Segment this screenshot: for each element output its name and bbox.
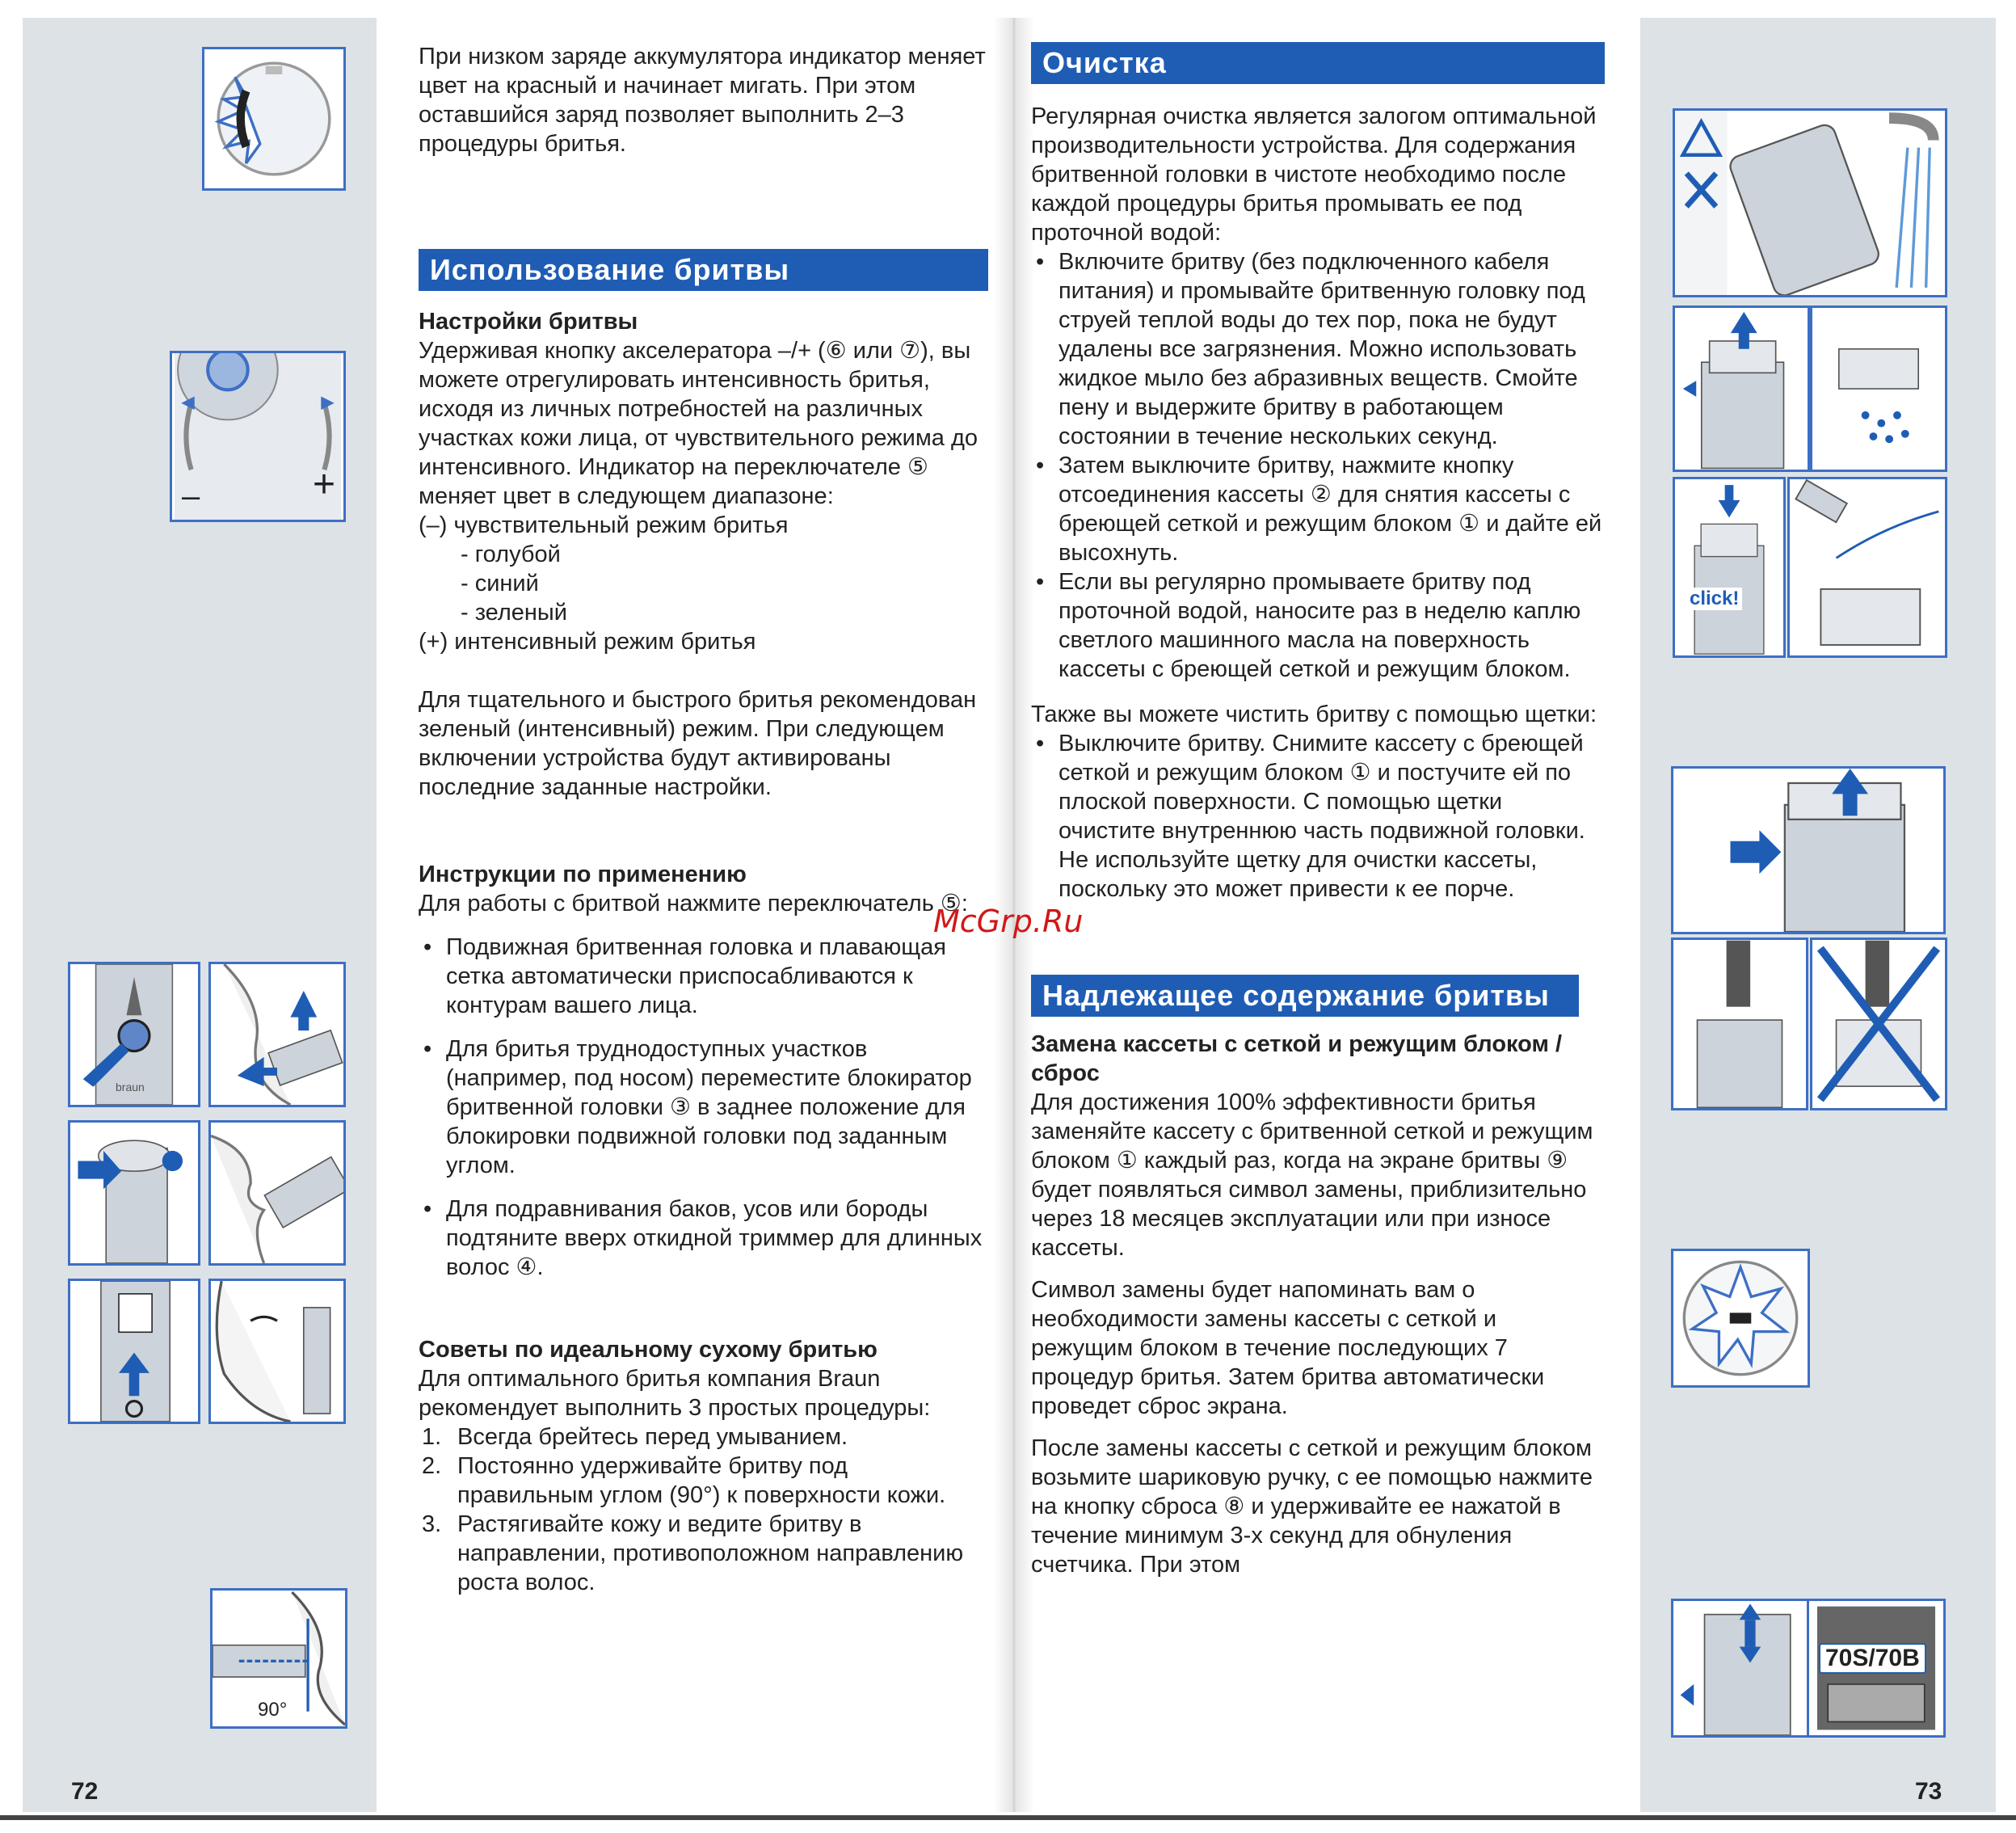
color-item: - зеленый (461, 600, 567, 626)
recommendation-text: Для тщательного и быстрого бритья рекомендован зеленый (интенсивный) режим. При следующем включении устройства будут активированы последние заданные настройки. (419, 687, 977, 800)
cleaning-bullet: • Затем выключите бритву, нажмите кнопку отсоединения кассеты ② для снятия кассеты с бреющей сеткой и режущим блоком ① и дайте ей высохнуть. (1031, 451, 1605, 567)
figure-no-brush-cassette (1810, 938, 1947, 1110)
color-item: - синий (461, 571, 539, 596)
replacement-heading: Замена кассеты с сеткой и режущим блоком / сброс (1031, 1031, 1563, 1086)
instruction-bullet: • Подвижная бритвенная головка и плавающая сетка автоматически приспосабливаются к контурам вашего лица. (419, 933, 988, 1020)
brand-label: braun (116, 1081, 145, 1093)
page-number-right: 73 (1915, 1778, 1942, 1805)
instructions-text: Для работы с бритвой нажмите переключатель ⑤: (419, 891, 968, 917)
tip-step-text: Растягивайте кожу и ведите бритву в направлении, противоположном направлению роста волос. (457, 1511, 964, 1595)
minus-label: – (182, 478, 200, 514)
section-title-cleaning: Очистка (1031, 42, 1605, 84)
figure-rinse-water (1673, 108, 1947, 297)
figure-trimming-face (208, 1279, 346, 1424)
click-label: click! (1686, 588, 1742, 610)
figure-shaving-cheek (208, 962, 346, 1107)
tip-step (419, 1452, 988, 1510)
figure-switch-press (68, 962, 200, 1107)
section-title-maintenance: Надлежащее содержание бритвы (1031, 975, 1579, 1017)
figure-trimmer-up (68, 1279, 200, 1424)
figure-tap-cassette (1671, 766, 1946, 934)
brush-intro: Также вы можете чистить бритву с помощью щетки: (1031, 702, 1597, 727)
tip-step (419, 1510, 988, 1597)
figure-battery-indicator (202, 47, 346, 191)
figure-intensity-buttons (170, 351, 346, 522)
figure-click-cassette (1673, 477, 1786, 658)
cleaning-intro: Регулярная очистка является залогом оптимальной производительности устройства. Для содержания бритвенной головки в чистоте необходимо после каждой процедуры бритья промывать ее под проточной водой: (1031, 103, 1597, 246)
left-figure-strip (23, 18, 377, 1812)
settings-text: Удерживая кнопку акселератора –/+ (⑥ или ⑦), вы можете отрегулировать интенсивность бритья, исходя из личных потребностей на различных участках кожи лица, от чувствительного режима до интенсивного. Индикатор на переключателе ⑤ меняет цвет в следующем диапазоне: (419, 338, 979, 509)
section-title-usage: Использование бритвы (419, 249, 988, 291)
tip-step-number: 3. (422, 1511, 442, 1537)
figure-brush-head (1671, 938, 1808, 1110)
angle-label: 90° (258, 1699, 288, 1721)
range-minus: (–) чувствительный режим бритья (419, 512, 789, 538)
instruction-bullet: • Для подравнивания баков, усов или бороды подтяните вверх откидной триммер для длинных волос ④. (419, 1195, 988, 1282)
range-plus: (+) интенсивный режим бритья (419, 629, 756, 655)
instruction-bullet: • Для бритья труднодоступных участков (например, под носом) переместите блокиратор бритвенной головки ③ в заднее положение для блокировки подвижной головки под заданным углом. (419, 1034, 988, 1180)
figure-replacement-symbol (1671, 1249, 1810, 1388)
tip-step-text: Всегда брейтесь перед умыванием. (457, 1424, 848, 1450)
tip-step-text: Постоянно удерживайте бритву под правильным углом (90°) к поверхности кожи. (457, 1453, 946, 1508)
replacement-text-1: Для достижения 100% эффективности бритья заменяйте кассету с бритвенной сеткой и режущим блоком ① каждый раз, когда на экране бритвы ⑨ будет появляться символ замены, приблизительно через 18 месяцев эксплуатации или при износе кассеты. (1031, 1089, 1593, 1261)
replacement-text-3: После замены кассеты с сеткой и режущим блоком возьмите шариковую ручку, с ее помощью нажмите на кнопку сброса ⑧ и удерживайте ее нажатой в течение минимум 3-х секунд для обнуления счетчика. При этом (1031, 1435, 1593, 1578)
tips-text: Для оптимального бритья компания Braun рекомендует выполнить 3 простых процедуры: (419, 1366, 931, 1421)
tip-step-number: 1. (422, 1424, 442, 1450)
right-text-column (1031, 42, 1605, 1579)
left-text-column (419, 42, 988, 1597)
color-item: - голубой (461, 541, 561, 567)
figure-shaving-nose (208, 1120, 346, 1266)
settings-heading: Настройки бритвы (419, 309, 638, 335)
tip-step-number: 2. (422, 1453, 442, 1479)
battery-low-text: При низком заряде аккумулятора индикатор меняет цвет на красный и начинает мигать. При этом оставшийся заряд позволяет выполнить 2–3 процедуры бритья. (419, 44, 986, 157)
figure-rinse-cassette (1810, 306, 1947, 472)
figure-reset-button (1671, 1599, 1813, 1738)
cleaning-bullet: • Включите бритву (без подключенного кабеля питания) и промывайте бритвенную головку под струей теплой воды до тех пор, пока не будут удалены все загрязнения. Можно использовать жидкое мыло без абразивных веществ. Смойте пену и выдержите бритву в работающем состоянии в течение нескольких секунд. (1031, 247, 1605, 451)
cleaning-bullet: • Если вы регулярно промываете бритву под проточной водой, наносите раз в неделю каплю светлого машинного масла на поверхность кассеты с бреющей сеткой и режущим блоком. (1031, 567, 1605, 684)
figure-cassette-package (1807, 1599, 1946, 1738)
bottom-rule (0, 1815, 2016, 1820)
instructions-heading: Инструкции по применению (419, 862, 747, 887)
plus-label: + (312, 463, 335, 506)
figure-detach-cassette (1673, 306, 1810, 472)
figure-oil-drop (1787, 477, 1947, 658)
replacement-text-2: Символ замены будет напоминать вам о необходимости замены кассеты с сеткой и режущим блоком в течение последующих 7 процедур бритья. Затем бритва автоматически проведет сброс экрана. (1031, 1277, 1545, 1419)
brush-bullet: • Выключите бритву. Снимите кассету с бреющей сеткой и режущим блоком ① и постучите ей по плоской поверхности. С помощью щетки очистите внутреннюю часть подвижной головки. Не используйте щетку для очистки кассеты, поскольку это может привести к ее порче. (1031, 729, 1605, 904)
figure-lock-head (68, 1120, 200, 1266)
cassette-model-label: 70S/70B (1819, 1643, 1926, 1674)
tip-step (419, 1422, 988, 1452)
watermark: McGrp.Ru (933, 904, 1084, 939)
page-number-left: 72 (71, 1778, 99, 1805)
tips-heading: Советы по идеальному сухому бритью (419, 1337, 878, 1363)
figure-90-degree (210, 1588, 347, 1729)
